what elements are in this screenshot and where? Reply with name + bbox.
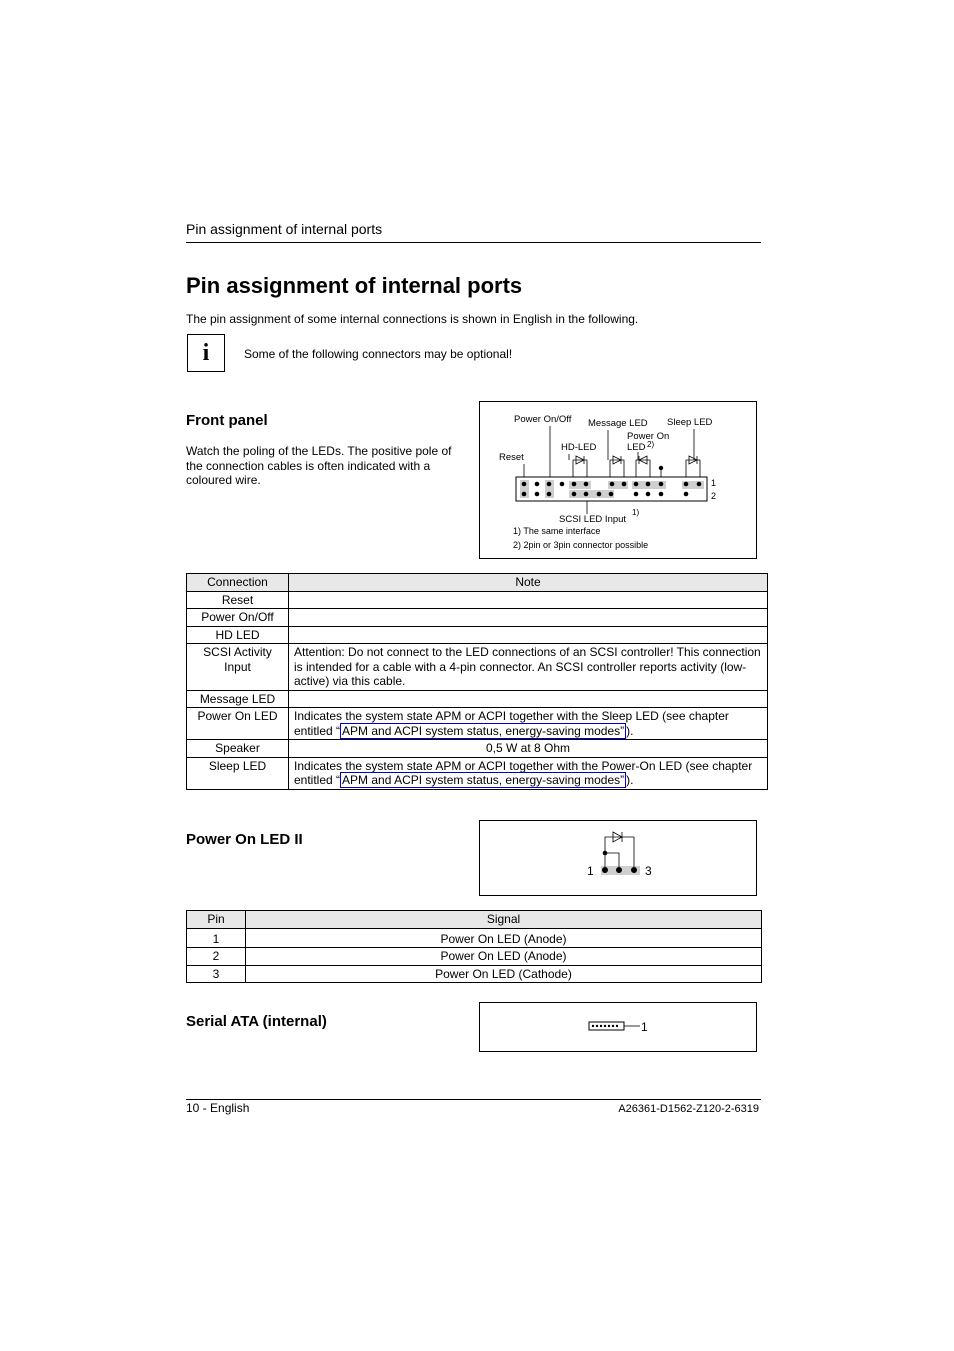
table-row: [187, 644, 768, 691]
connection-cell: Power On LED: [187, 708, 289, 740]
note-cell: 0,5 W at 8 Ohm: [289, 740, 768, 758]
label-hd-led: HD-LED: [561, 442, 597, 453]
intro-text: The pin assignment of some internal connections is shown in English in the following.: [186, 312, 639, 326]
front-panel-table: [186, 573, 768, 790]
connection-cell: Speaker: [187, 740, 289, 758]
note-cell: Attention: Do not connect to the LED connections of an SCSI controller! This connection is intended for a cable with a 4-pin connector. An SCSI controller reports activity (low-active) via this cable.: [289, 644, 768, 691]
label-row-2: 2: [711, 491, 717, 501]
serial-ata-diagram: [479, 1002, 757, 1052]
column-header-pin: Pin: [187, 911, 246, 929]
label-reset: Reset: [499, 452, 524, 463]
cross-reference-link[interactable]: APM and ACPI system status, energy-saving modes”: [342, 723, 625, 738]
table-header-row: [187, 911, 762, 929]
note-cell: [289, 609, 768, 627]
table-row: [187, 690, 768, 708]
connection-cell: Message LED: [187, 690, 289, 708]
table-header-row: [187, 574, 768, 592]
power-on-led-ii-heading: Power On LED II: [186, 831, 303, 848]
note-cell: [289, 690, 768, 708]
power-on-led-ii-table: [186, 910, 762, 983]
table-row: [187, 591, 768, 609]
table-row: [187, 708, 768, 740]
pin-cell: 2: [187, 948, 246, 966]
power-on-led-ii-diagram: [479, 820, 757, 896]
label-message-led: Message LED: [588, 418, 648, 429]
signal-cell: Power On LED (Cathode): [246, 965, 762, 983]
note-cell: [289, 708, 768, 740]
footer-rule: [186, 1099, 761, 1100]
table-row: [187, 948, 762, 966]
table-row: [187, 740, 768, 758]
column-header-signal: Signal: [246, 911, 762, 929]
signal-cell: Power On LED (Anode): [246, 948, 762, 966]
signal-cell: Power On LED (Anode): [246, 928, 762, 948]
front-panel-heading: Front panel: [186, 412, 268, 429]
info-icon: i: [187, 334, 225, 372]
label-scsi-led-input: SCSI LED Input: [559, 514, 627, 525]
column-header-note: Note: [289, 574, 768, 592]
page-number: 10 - English: [186, 1101, 250, 1115]
connection-cell: HD LED: [187, 626, 289, 644]
pin-cell: 1: [187, 928, 246, 948]
serial-ata-heading: Serial ATA (internal): [186, 1013, 327, 1030]
front-panel-description: Watch the poling of the LEDs. The positive pole of the connection cables is often indicated with a coloured wire.: [186, 444, 452, 487]
label-power-onoff: Power On/Off: [514, 414, 572, 425]
table-row: [187, 626, 768, 644]
connection-cell: Power On/Off: [187, 609, 289, 627]
table-row: [187, 965, 762, 983]
label-power-on-sup: 2): [647, 440, 655, 449]
pin-label-3: 3: [645, 864, 652, 878]
sata-pin-label: 1: [641, 1020, 648, 1034]
note-text-end: ).: [626, 723, 634, 738]
footnote-1: 1) The same interface: [513, 526, 601, 536]
running-header: Pin assignment of internal ports: [186, 221, 383, 237]
front-panel-diagram: [479, 401, 757, 559]
document-number: A26361-D1562-Z120-2-6319: [618, 1103, 759, 1115]
info-note: Some of the following connectors may be optional!: [244, 347, 513, 361]
footnote-2: 2) 2pin or 3pin connector possible: [513, 540, 649, 550]
label-sleep-led: Sleep LED: [667, 417, 713, 428]
connection-cell: Reset: [187, 591, 289, 609]
note-text: Indicates the system state APM or ACPI together with the Sleep LED (see chapter entitled “: [294, 709, 729, 738]
header-rule: [186, 242, 761, 243]
table-row: [187, 928, 762, 948]
note-text: Indicates the system state APM or ACPI together with the Power-On LED (see chapter entitled “: [294, 758, 753, 787]
cross-reference-link[interactable]: APM and ACPI system status, energy-saving modes”: [342, 773, 625, 787]
note-text-end: ).: [626, 773, 634, 787]
label-power-on-led-line2: LED: [627, 442, 646, 453]
pin-cell: 3: [187, 965, 246, 983]
label-row-1: 1: [711, 478, 717, 488]
pin-label-1: 1: [587, 864, 594, 878]
column-header-connection: Connection: [187, 574, 289, 592]
led-diode-symbols: [573, 456, 700, 480]
table-row: [187, 757, 768, 789]
label-scsi-sup: 1): [632, 508, 640, 517]
connection-cell: Sleep LED: [187, 757, 289, 789]
page-title: Pin assignment of internal ports: [186, 273, 523, 298]
connection-cell: SCSI Activity Input: [187, 644, 289, 691]
note-cell: [289, 626, 768, 644]
label-power-on-led-line1: Power On: [627, 431, 670, 442]
sata-connector: [589, 1022, 624, 1030]
note-cell: [289, 757, 768, 789]
note-cell: [289, 591, 768, 609]
table-row: [187, 609, 768, 627]
